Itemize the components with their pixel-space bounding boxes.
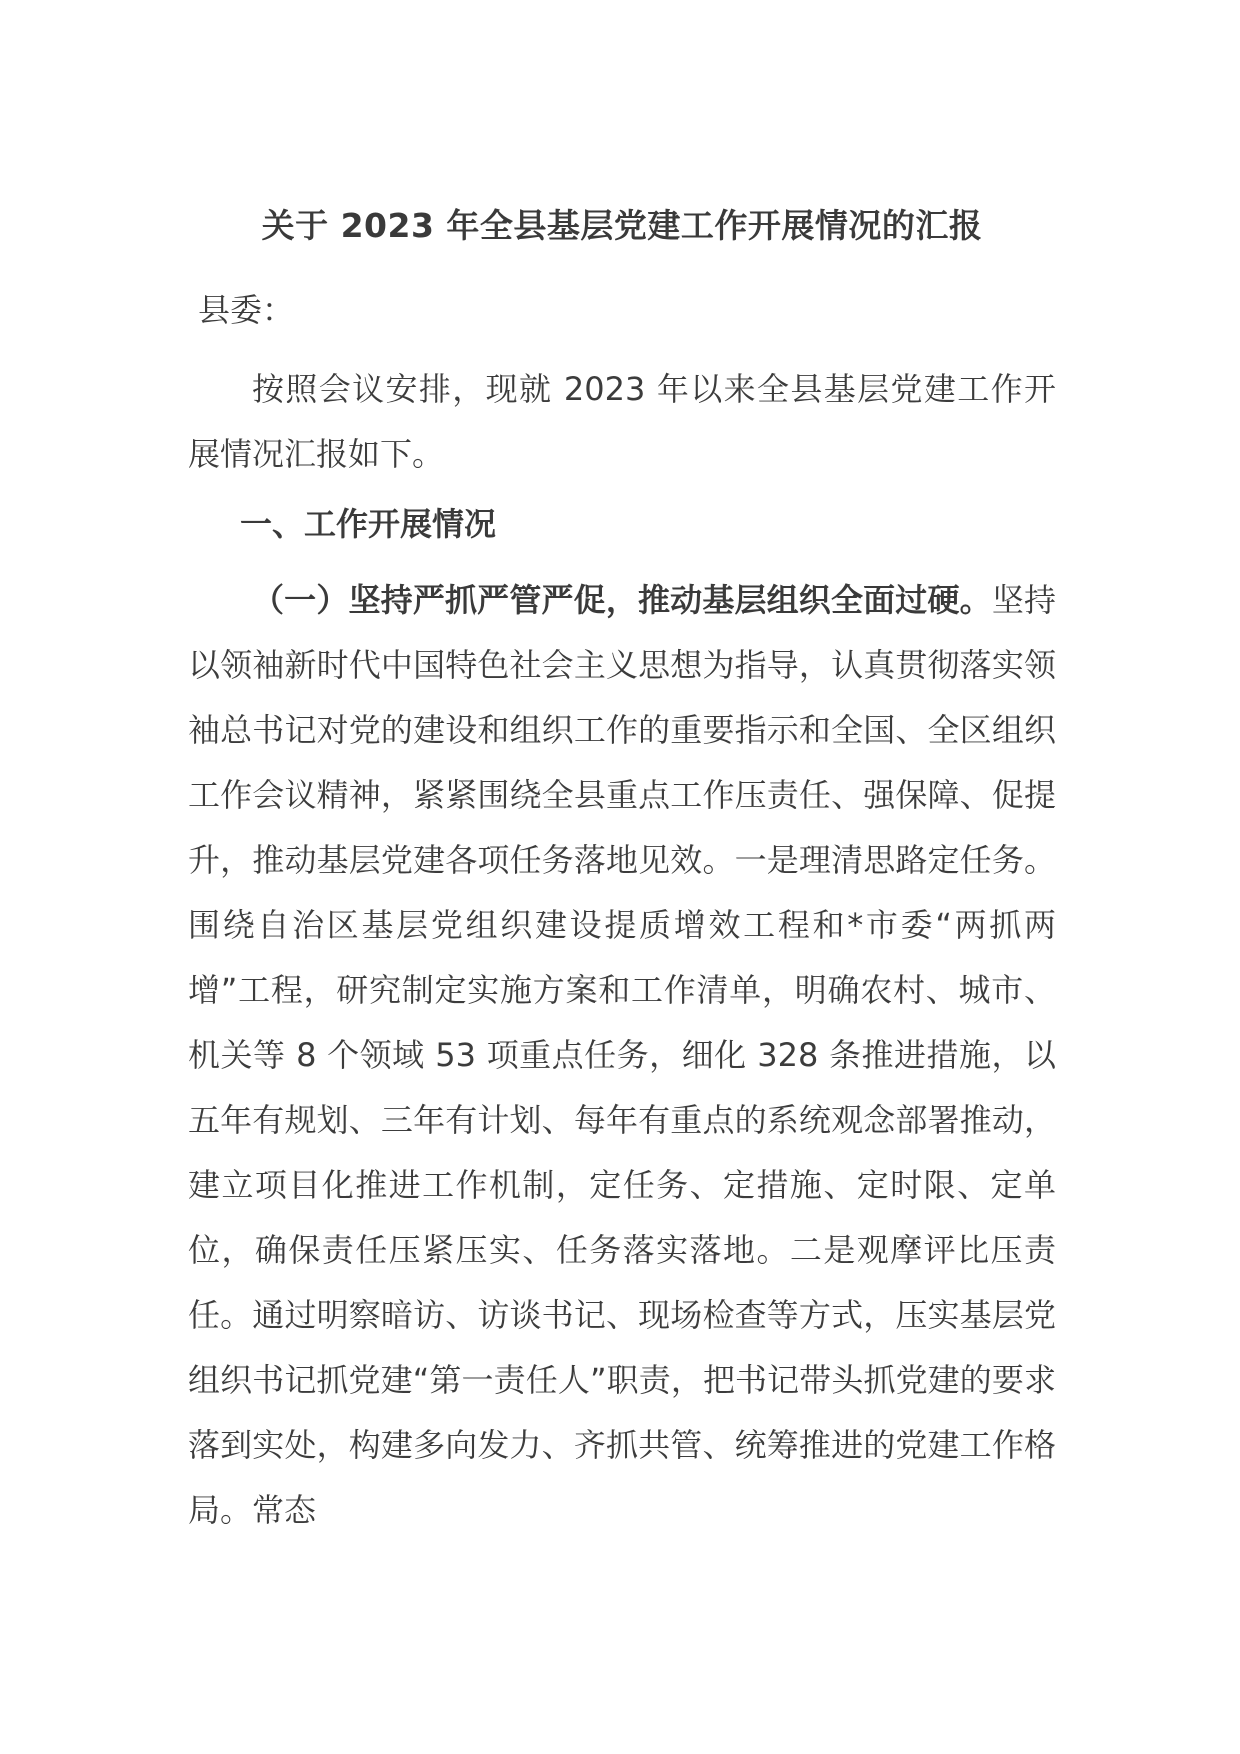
document-title: 关于 2023 年全县基层党建工作开展情况的汇报 (261, 206, 983, 245)
section-heading: 一、工作开展情况 (240, 505, 497, 543)
intro-paragraph: 按照会议安排，现就 2023 年以来全县基层党建工作开展情况汇报如下。 (188, 370, 1056, 473)
subsection-lead: （一）坚持严抓严管严促，推动基层组织全面过硬。 (252, 581, 992, 619)
body-paragraph (188, 568, 1056, 1543)
subsection-body: 坚持以领袖新时代中国特色社会主义思想为指导，认真贯彻落实领袖总书记对党的建设和组织工作的重要指示和全国、全区组织工作会议精神，紧紧围绕全县重点工作压责任、强保障、促提升，推动基层党建各项任务落地见效。一是理清思路定任务。围绕自治区基层党组织建设提质增效工程和*市委“两抓两增”工程，研究制定实施方案和工作清单，明确农村、城市、机关等 8 个领域 53 项重点任务，细化 328 条推进措施，以五年有规划、三年有计划、每年有重点的系统观念部署推动，建立项目化推进工作机制，定任务、定措施、定时限、定单位，确保责任压紧压实、任务落实落地。二是观摩评比压责任。通过明察暗访、访谈书记、现场检查等方式，压实基层党组织书记抓党建“第一责任人”职责，把书记带头抓党建的要求落到实处，构建多向发力、齐抓共管、统筹推进的党建工作格局。常态 (188, 581, 1056, 1529)
salutation: 县委： (198, 291, 295, 329)
